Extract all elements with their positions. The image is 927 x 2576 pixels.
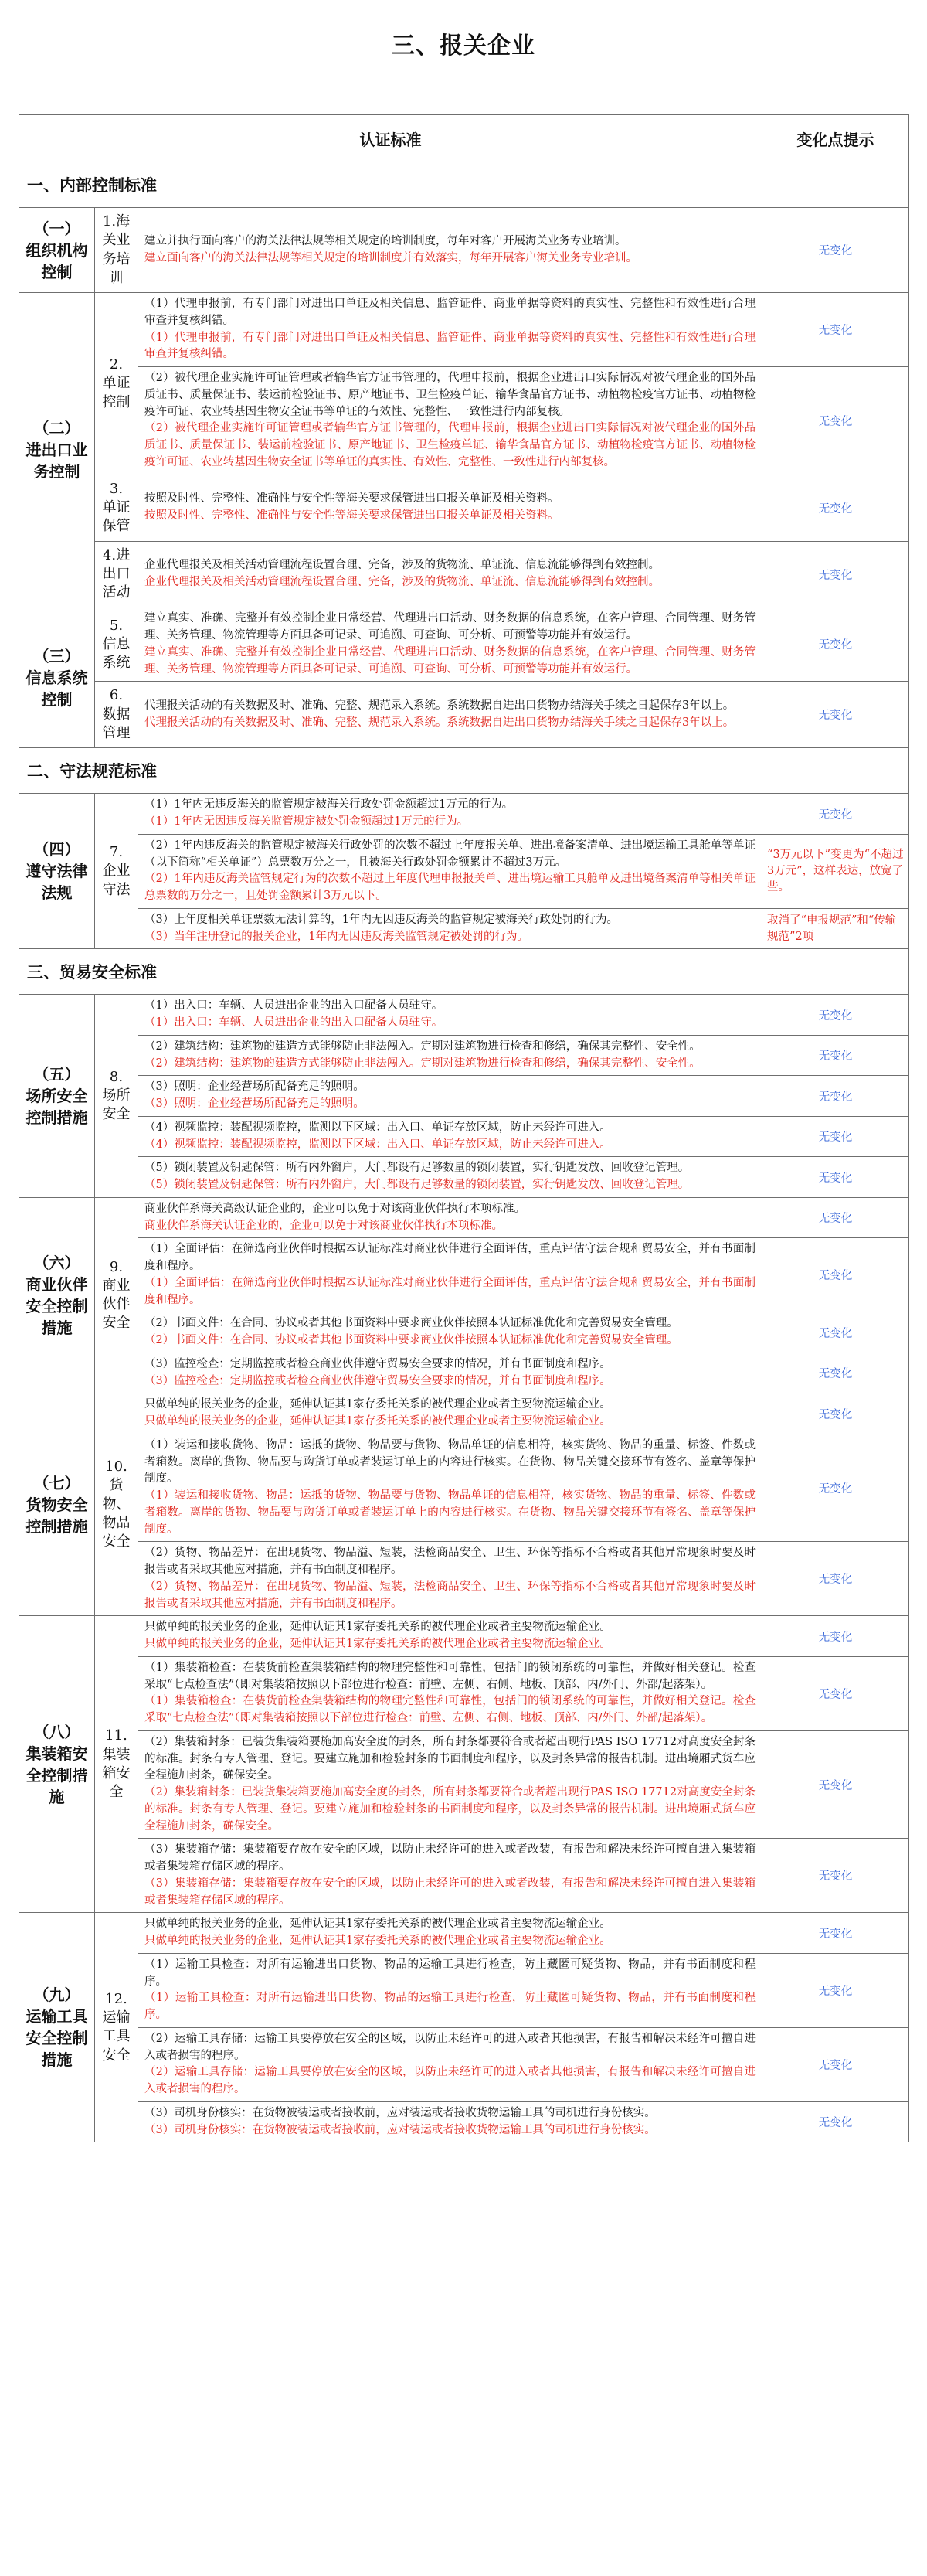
table-row: [19, 1393, 909, 1434]
standard-new-text: （1）集装箱检查：在装货前检查集装箱结构的物理完整性和可靠性，包括门的锁闭系统的可靠性，并做好相关登记。检查采取“七点检查法”（即对集装箱按照以下部位进行检查：前壁、左侧、右侧、地板、顶部、内/外门、外部/起落架）。: [144, 1695, 756, 1725]
change-note: 无变化: [762, 367, 909, 475]
standard-old-text: （2）集装箱封条：已装货集装箱要施加高安全度的封条，所有封条都要符合或者超出现行PAS ISO 17712对高度安全封条的标准。封条有专人管理、登记。要建立施加和检验封条的书面制度和程序，以及封条异常的报告机制。进出境厢式货车应全程施加封条，确保安全。: [144, 1735, 756, 1782]
standard-old-text: （3）司机身份核实：在货物被装运或者接收前，应对装运或者接收货物运输工具的司机进行身份核实。: [144, 2106, 656, 2119]
table-row: [19, 2027, 909, 2101]
category-cell: （五） 场所安全控制措施: [19, 995, 95, 1198]
change-note: 无变化: [762, 1730, 909, 1839]
change-note: 无变化: [762, 1434, 909, 1542]
change-note: 无变化: [762, 1076, 909, 1117]
item-cell: 12. 运输工具安全: [95, 1913, 138, 2142]
table-row: [19, 1616, 909, 1657]
table-body: [19, 162, 909, 2142]
standard-new-text: （2）集装箱封条：已装货集装箱要施加高安全度的封条，所有封条都要符合或者超出现行PAS ISO 17712对高度安全封条的标准。封条有专人管理、登记。要建立施加和检验封条的书面制度和程序，以及封条异常的报告机制。进出境厢式货车应全程施加封条，确保安全。: [144, 1786, 756, 1832]
change-note: “3万元以下”变更为“不超过3万元”，这样表达，放宽了些。: [762, 834, 909, 908]
table-row: [19, 1197, 909, 1238]
item-cell: 2. 单证控制: [95, 293, 138, 475]
table-row: [19, 367, 909, 475]
standard-cell: [138, 607, 762, 682]
standard-cell: [138, 1035, 762, 1076]
standard-cell: [138, 1197, 762, 1238]
standard-new-text: （2）书面文件：在合同、协议或者其他书面资料中要求商业伙伴按照本认证标准优化和完善贸易安全管理。: [144, 1334, 678, 1347]
item-cell: 6. 数据管理: [95, 682, 138, 748]
standard-old-text: （1）集装箱检查：在装货前检查集装箱结构的物理完整性和可靠性，包括门的锁闭系统的可靠性，并做好相关登记。检查采取“七点检查法”（即对集装箱按照以下部位进行检查：前壁、左侧、右侧、地板、顶部、内/外门、外部/起落架）。: [144, 1661, 756, 1691]
change-note: 无变化: [762, 2027, 909, 2101]
item-cell: 3. 单证保管: [95, 475, 138, 541]
category-cell: （四） 遵守法律法规: [19, 794, 95, 949]
section-title: 二、守法规范标准: [19, 748, 909, 794]
change-note: 无变化: [762, 293, 909, 367]
change-note: 无变化: [762, 1393, 909, 1434]
table-row: [19, 1730, 909, 1839]
item-cell: 9. 商业伙伴安全: [95, 1197, 138, 1393]
change-note: 无变化: [762, 208, 909, 293]
category-cell: （一） 组织机构控制: [19, 208, 95, 293]
standard-old-text: （1）装运和接收货物、物品：运抵的货物、物品要与货物、物品单证的信息相符，核实货物、物品的重量、标签、件数或者箱数。离岸的货物、物品要与购货订单或者装运订单上的内容进行核实。在货物、物品关键交接环节有签名、盖章等保护制度。: [144, 1438, 756, 1485]
standard-new-text: （3）司机身份核实：在货物被装运或者接收前，应对装运或者接收货物运输工具的司机进行身份核实。: [144, 2123, 656, 2136]
standard-old-text: 只做单纯的报关业务的企业，延伸认证其1家存委托关系的被代理企业或者主要物流运输企业。: [144, 1918, 611, 1931]
standard-old-text: （5）锁闭装置及钥匙保管：所有内外窗户，大门都设有足够数量的锁闭装置，实行钥匙发放、回收登记管理。: [144, 1162, 690, 1175]
standard-new-text: （2）被代理企业实施许可证管理或者输华官方证书管理的，代理申报前，根据企业进出口实际情况对被代理企业的国外品质证书、质量保证书、装运前检验证书、原产地证书、卫生检疫单证、输华食品官方证书、动植物检疫官方证书、动植物检疫许可证、农业转基因生物安全证书等单证的真实性、有效性、完整性、一致性进行内部复核。: [144, 422, 756, 468]
standard-old-text: （3）集装箱存储：集装箱要存放在安全的区域，以防止未经许可的进入或者改装，有报告和解决未经许可擅自进入集装箱或者集装箱存储区域的程序。: [144, 1843, 756, 1873]
table-row: [19, 1656, 909, 1730]
category-cell: （七） 货物安全控制措施: [19, 1393, 95, 1616]
standard-cell: [138, 1393, 762, 1434]
standard-old-text: 商业伙伴系海关高级认证企业的，企业可以免于对该商业伙伴执行本项标准。: [144, 1202, 525, 1215]
standard-new-text: 只做单纯的报关业务的企业，延伸认证其1家存委托关系的被代理企业或者主要物流运输企业。: [144, 1638, 611, 1651]
standard-cell: [138, 541, 762, 607]
standard-new-text: （1）代理申报前，有专门部门对进出口单证及相关信息、监管证件、商业单据等资料的真实性、完整性和有效性进行合理审查并复核纠错。: [144, 331, 756, 361]
standard-cell: [138, 1434, 762, 1542]
table-row: [19, 1353, 909, 1393]
standard-new-text: （4）视频监控：装配视频监控，监测以下区域：出入口、单证存放区域，防止未经许可进入。: [144, 1138, 611, 1151]
change-note: 无变化: [762, 1542, 909, 1616]
section-title: 三、贸易安全标准: [19, 949, 909, 995]
standard-new-text: （2）货物、物品差异：在出现货物、物品溢、短装，法检商品安全、卫生、环保等指标不合格或者其他异常现象时要及时报告或者采取其他应对措施，并有书面制度和程序。: [144, 1580, 756, 1610]
standard-cell: [138, 1542, 762, 1616]
change-note: 无变化: [762, 995, 909, 1036]
standard-old-text: （1）全面评估：在筛选商业伙伴时根据本认证标准对商业伙伴进行全面评估，重点评估守法合规和贸易安全，并有书面制度和程序。: [144, 1243, 756, 1273]
standard-cell: [138, 1730, 762, 1839]
standard-old-text: （3）照明：企业经营场所配备充足的照明。: [144, 1080, 365, 1094]
standard-cell: [138, 208, 762, 293]
standard-cell: [138, 1116, 762, 1157]
page: [19, 0, 908, 2142]
standard-cell: [138, 2101, 762, 2142]
change-note: 无变化: [762, 1353, 909, 1393]
table-row: [19, 208, 909, 293]
table-row: [19, 607, 909, 682]
standard-old-text: 按照及时性、完整性、准确性与安全性等海关要求保管进出口报关单证及相关资料。: [144, 492, 559, 505]
standard-cell: [138, 367, 762, 475]
standard-cell: [138, 1913, 762, 1954]
standard-cell: [138, 475, 762, 541]
change-note: 无变化: [762, 475, 909, 541]
standard-old-text: （1）出入口：车辆、人员进出企业的出入口配备人员驻守。: [144, 999, 443, 1012]
table-row: [19, 908, 909, 949]
table-row: [19, 794, 909, 835]
standard-new-text: （3）照明：企业经营场所配备充足的照明。: [144, 1097, 365, 1111]
standard-new-text: 代理报关活动的有关数据及时、准确、完整、规范录入系统。系统数据自进出口货物办结海关手续之日起保存3年以上。: [144, 716, 735, 729]
standard-new-text: 只做单纯的报关业务的企业，延伸认证其1家存委托关系的被代理企业或者主要物流运输企业。: [144, 1935, 611, 1948]
table-row: [19, 1913, 909, 1954]
change-note: 无变化: [762, 1157, 909, 1198]
change-note: 无变化: [762, 607, 909, 682]
header-change: 变化点提示: [762, 115, 909, 162]
standard-old-text: （2）建筑结构：建筑物的建造方式能够防止非法闯入。定期对建筑物进行检查和修缮，确保其完整性、安全性。: [144, 1040, 701, 1053]
standard-cell: [138, 293, 762, 367]
standard-cell: [138, 1312, 762, 1353]
standard-cell: [138, 2027, 762, 2101]
change-note: 无变化: [762, 1953, 909, 2027]
item-cell: 8. 场所安全: [95, 995, 138, 1198]
category-cell: （九） 运输工具安全控制措施: [19, 1913, 95, 2142]
standard-cell: [138, 1157, 762, 1198]
category-cell: （二） 进出口业务控制: [19, 293, 95, 607]
standard-old-text: 只做单纯的报关业务的企业，延伸认证其1家存委托关系的被代理企业或者主要物流运输企业。: [144, 1398, 611, 1411]
change-note: 无变化: [762, 1116, 909, 1157]
standard-cell: [138, 1616, 762, 1657]
standard-cell: [138, 995, 762, 1036]
category-cell: （八） 集装箱安全控制措施: [19, 1616, 95, 1913]
table-row: [19, 293, 909, 367]
table-row: [19, 1116, 909, 1157]
standard-new-text: （1）出入口：车辆、人员进出企业的出入口配备人员驻守。: [144, 1016, 443, 1029]
item-cell: 7. 企业守法: [95, 794, 138, 949]
standard-cell: [138, 794, 762, 835]
item-cell: 1.海关业务培训: [95, 208, 138, 293]
standard-new-text: 企业代理报关及相关活动管理流程设置合理、完备，涉及的货物流、单证流、信息流能够得到有效控制。: [144, 576, 660, 589]
table-row: [19, 682, 909, 748]
change-note: 无变化: [762, 541, 909, 607]
standard-old-text: 只做单纯的报关业务的企业，延伸认证其1家存委托关系的被代理企业或者主要物流运输企业。: [144, 1621, 611, 1634]
section-title: 一、内部控制标准: [19, 162, 909, 208]
change-note: 取消了“申报规范”和“传输规范”2项: [762, 908, 909, 949]
table-row: [19, 1076, 909, 1117]
category-cell: （三） 信息系统控制: [19, 607, 95, 748]
standard-old-text: （1）代理申报前，有专门部门对进出口单证及相关信息、监管证件、商业单据等资料的真实性、完整性和有效性进行合理审查并复核纠错。: [144, 298, 756, 327]
standard-old-text: （4）视频监控：装配视频监控，监测以下区域：出入口、单证存放区域，防止未经许可进入。: [144, 1121, 611, 1134]
standard-cell: [138, 1953, 762, 2027]
page-title: 三、报关企业: [392, 32, 535, 60]
table-row: [19, 995, 909, 1036]
change-note: 无变化: [762, 1197, 909, 1238]
standard-old-text: 建立真实、准确、完整并有效控制企业日常经营、代理进出口活动、财务数据的信息系统，在客户管理、合同管理、财务管理、关务管理、物流管理等方面具备可记录、可追溯、可查询、可分析、可预警等功能并有效运行。: [144, 612, 756, 642]
table-row: [19, 541, 909, 607]
standard-old-text: （3）监控检查：定期监控或者检查商业伙伴遵守贸易安全要求的情况，并有书面制度和程序。: [144, 1357, 611, 1370]
change-note: 无变化: [762, 1839, 909, 1913]
standard-old-text: （2）1年内违反海关的监管规定被海关行政处罚的次数不超过上年度报关单、进出境备案清单、进出境运输工具舱单等单证（以下简称“相关单证”）总票数万分之一，且被海关行政处罚金额累计不超过3万元。: [144, 839, 756, 869]
standard-new-text: （5）锁闭装置及钥匙保管：所有内外窗户，大门都设有足够数量的锁闭装置，实行钥匙发放、回收登记管理。: [144, 1179, 690, 1192]
standard-new-text: 按照及时性、完整性、准确性与安全性等海关要求保管进出口报关单证及相关资料。: [144, 509, 559, 522]
table-row: [19, 475, 909, 541]
standard-cell: [138, 1238, 762, 1312]
standard-new-text: （1）装运和接收货物、物品：运抵的货物、物品要与货物、物品单证的信息相符，核实货物、物品的重量、标签、件数或者箱数。离岸的货物、物品要与购货订单或者装运订单上的内容进行核实。在货物、物品关键交接环节有签名、盖章等保护制度。: [144, 1489, 756, 1536]
table-row: [19, 1434, 909, 1542]
change-note: 无变化: [762, 682, 909, 748]
standard-new-text: （2）1年内违反海关监管规定行为的次数不超过上年度代理申报报关单、进出境运输工具舱单及进出境备案清单等相关单证总票数的万分之一，且处罚金额累计3万元以下。: [144, 873, 756, 903]
standard-old-text: （2）运输工具存储：运输工具要停放在安全的区域，以防止未经许可的进入或者其他损害，有报告和解决未经许可擅自进入或者损害的程序。: [144, 2032, 756, 2062]
table-row: [19, 1035, 909, 1076]
standard-new-text: （3）集装箱存储：集装箱要存放在安全的区域，以防止未经许可的进入或者改装，有报告和解决未经许可擅自进入集装箱或者集装箱存储区域的程序。: [144, 1877, 756, 1907]
standard-new-text: （3）监控检查：定期监控或者检查商业伙伴遵守贸易安全要求的情况，并有书面制度和程序。: [144, 1374, 611, 1387]
standard-new-text: （2）建筑结构：建筑物的建造方式能够防止非法闯入。定期对建筑物进行检查和修缮，确保其完整性、安全性。: [144, 1057, 701, 1070]
table-row: [19, 2101, 909, 2142]
change-note: 无变化: [762, 794, 909, 835]
change-note: 无变化: [762, 1312, 909, 1353]
standard-new-text: （2）运输工具存储：运输工具要停放在安全的区域，以防止未经许可的进入或者其他损害，有报告和解决未经许可擅自进入或者损害的程序。: [144, 2066, 756, 2096]
change-note: 无变化: [762, 1238, 909, 1312]
table-row: [19, 834, 909, 908]
standard-old-text: （1）1年内无违反海关的监管规定被海关行政处罚金额超过1万元的行为。: [144, 798, 514, 812]
section-row: [19, 162, 909, 208]
item-cell: 4.进出口活动: [95, 541, 138, 607]
section-row: [19, 748, 909, 794]
standard-old-text: （2）书面文件：在合同、协议或者其他书面资料中要求商业伙伴按照本认证标准优化和完善贸易安全管理。: [144, 1317, 678, 1330]
change-note: 无变化: [762, 1913, 909, 1954]
standard-cell: [138, 1656, 762, 1730]
standard-new-text: （1）运输工具检查：对所有运输进出口货物、物品的运输工具进行检查，防止藏匿可疑货物、物品，并有书面制度和程序。: [144, 1992, 756, 2022]
standard-new-text: （1）全面评估：在筛选商业伙伴时根据本认证标准对商业伙伴进行全面评估，重点评估守法合规和贸易安全，并有书面制度和程序。: [144, 1276, 756, 1306]
table-row: [19, 1312, 909, 1353]
standard-cell: [138, 1076, 762, 1117]
change-note: 无变化: [762, 1616, 909, 1657]
table-row: [19, 1238, 909, 1312]
certification-table: [19, 114, 909, 2142]
table-row: [19, 1542, 909, 1616]
change-note: 无变化: [762, 1656, 909, 1730]
standard-old-text: （2）被代理企业实施许可证管理或者输华官方证书管理的，代理申报前，根据企业进出口实际情况对被代理企业的国外品质证书、质量保证书、装运前检验证书、原产地证书、卫生检疫单证、输华食品官方证书、动植物检疫官方证书、动植物检疫许可证、农业转基因生物安全证书等单证的有效性、完整性、一致性进行内部复核。: [144, 372, 756, 418]
standard-cell: [138, 834, 762, 908]
table-header-row: [19, 115, 909, 162]
standard-new-text: 建立面向客户的海关法律法规等相关规定的培训制度并有效落实，每年开展客户海关业务专业培训。: [144, 251, 637, 264]
standard-new-text: （1）1年内无因违反海关监管规定被处罚金额超过1万元的行为。: [144, 815, 469, 829]
change-note: 无变化: [762, 2101, 909, 2142]
item-cell: 11. 集装箱安全: [95, 1616, 138, 1913]
standard-old-text: 建立并执行面向客户的海关法律法规等相关规定的培训制度，每年对客户开展海关业务专业培训。: [144, 234, 626, 247]
standard-cell: [138, 1353, 762, 1393]
item-cell: 5. 信息系统: [95, 607, 138, 682]
table-row: [19, 1839, 909, 1913]
standard-old-text: （1）运输工具检查：对所有运输进出口货物、物品的运输工具进行检查，防止藏匿可疑货物、物品，并有书面制度和程序。: [144, 1958, 756, 1988]
change-note: 无变化: [762, 1035, 909, 1076]
section-row: [19, 949, 909, 995]
standard-new-text: （3）当年注册登记的报关企业，1年内无因违反海关监管规定被处罚的行为。: [144, 930, 528, 943]
table-row: [19, 1157, 909, 1198]
item-cell: 10. 货物、物品安全: [95, 1393, 138, 1616]
standard-new-text: 商业伙伴系海关认证企业的，企业可以免于对该商业伙伴执行本项标准。: [144, 1219, 503, 1232]
header-standard: 认证标准: [19, 115, 762, 162]
category-cell: （六） 商业伙伴安全控制措施: [19, 1197, 95, 1393]
standard-cell: [138, 1839, 762, 1913]
standard-new-text: 只做单纯的报关业务的企业，延伸认证其1家存委托关系的被代理企业或者主要物流运输企业。: [144, 1415, 611, 1428]
standard-new-text: 建立真实、准确、完整并有效控制企业日常经营、代理进出口活动、财务数据的信息系统，在客户管理、合同管理、财务管理、关务管理、物流管理等方面具备可记录、可追溯、可查询、可分析、可预警等功能并有效运行。: [144, 645, 756, 675]
standard-cell: [138, 908, 762, 949]
standard-cell: [138, 682, 762, 748]
table-row: [19, 1953, 909, 2027]
standard-old-text: 代理报关活动的有关数据及时、准确、完整、规范录入系统。系统数据自进出口货物办结海关手续之日起保存3年以上。: [144, 699, 735, 713]
standard-old-text: （3）上年度相关单证票数无法计算的，1年内无因违反海关的监管规定被海关行政处罚的行为。: [144, 913, 618, 926]
standard-old-text: 企业代理报关及相关活动管理流程设置合理、完备，涉及的货物流、单证流、信息流能够得到有效控制。: [144, 559, 660, 572]
standard-old-text: （2）货物、物品差异：在出现货物、物品溢、短装，法检商品安全、卫生、环保等指标不合格或者其他异常现象时要及时报告或者采取其他应对措施，并有书面制度和程序。: [144, 1547, 756, 1577]
